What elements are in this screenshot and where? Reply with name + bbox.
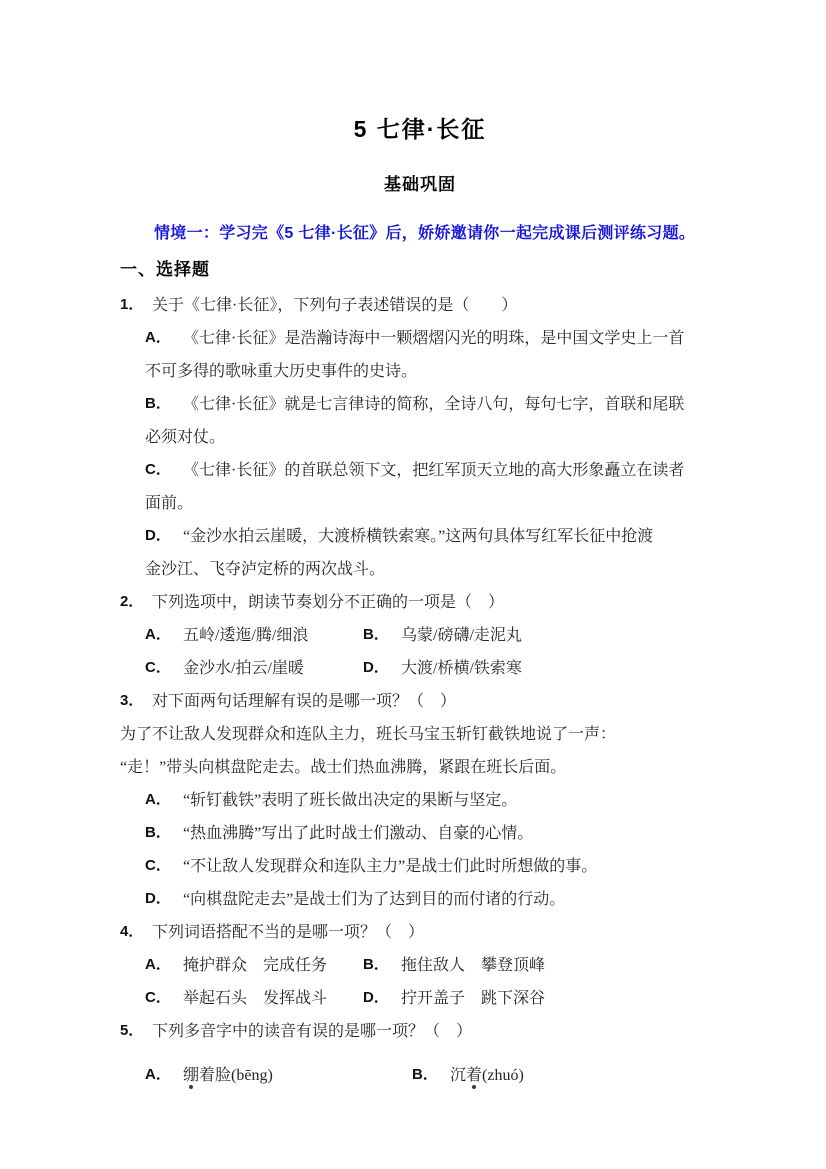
option xyxy=(363,650,720,683)
question-stem: 下列多音字中的读音有误的是哪一项？（ ） xyxy=(152,1023,473,1040)
option xyxy=(145,947,363,980)
question-4 xyxy=(120,914,720,1013)
emphasized-char: 着 xyxy=(466,1062,482,1085)
option xyxy=(145,617,363,650)
question-5 xyxy=(120,1013,720,1092)
option-text: 拧开盖子 跳下深谷 xyxy=(401,990,546,1007)
option-label: B． xyxy=(145,824,171,841)
part-heading-choice-questions: 一、选择题 xyxy=(120,260,210,279)
option-first-line xyxy=(145,815,720,848)
question-number: 3． xyxy=(120,692,144,709)
scenario-banner: 情境一：学习完《5 七律·长征》后，娇娇邀请你一起完成课后测评练习题。 xyxy=(154,225,696,242)
question-stem-row xyxy=(120,287,720,320)
lesson-title: 5 七律·长征 xyxy=(353,116,487,142)
question-2 xyxy=(120,584,720,683)
option-text: 《七律·长征》是浩瀚诗海中一颗熠熠闪光的明珠，是中国文学史上一首 xyxy=(183,330,685,347)
option-continuation-line xyxy=(145,419,720,452)
option-label: A． xyxy=(145,1065,171,1083)
option-first-line xyxy=(145,386,720,419)
option-text: 举起石头 发挥战斗 xyxy=(183,990,328,1007)
question-stem: 下列选项中，朗读节奏划分不正确的一项是（ ） xyxy=(152,594,505,611)
option-text-post: (zhuó) xyxy=(482,1066,524,1084)
option-text-pre: 沉 xyxy=(450,1066,467,1084)
option xyxy=(145,1054,412,1092)
question-stem: 下列词语搭配不当的是哪一项？（ ） xyxy=(152,924,425,941)
option-label: B． xyxy=(145,395,171,412)
option xyxy=(120,386,720,452)
options-grid xyxy=(120,1054,720,1092)
option-continuation-line xyxy=(145,485,720,518)
option-label: D． xyxy=(363,659,389,676)
option xyxy=(120,848,720,881)
option xyxy=(363,947,720,980)
option-label: B． xyxy=(412,1065,438,1083)
question-stem-row xyxy=(120,1013,720,1046)
option-text: 《七律·长征》的首联总领下文，把红军顶天立地的高大形象矗立在读者 xyxy=(183,462,685,479)
option xyxy=(120,782,720,815)
passage-line: 为了不让敌人发现群众和连队主力，班长马宝玉斩钉截铁地说了一声： xyxy=(120,726,617,743)
question-number: 4． xyxy=(120,923,144,940)
option-text: 拖住敌人 攀登顶峰 xyxy=(401,957,546,974)
option xyxy=(412,1054,720,1092)
passage-line: “走！”带头向棋盘陀走去。战士们热血沸腾，紧跟在班长后面。 xyxy=(120,759,567,776)
question-3 xyxy=(120,683,720,914)
option-text: 金沙江、飞夺泸定桥的两次战斗。 xyxy=(145,561,386,578)
option-label: A． xyxy=(145,956,171,973)
option xyxy=(145,980,363,1013)
question-number: 5． xyxy=(120,1022,144,1039)
option-label: D． xyxy=(363,989,389,1006)
option xyxy=(120,815,720,848)
option-text: “金沙水拍云崖暖，大渡桥横铁索寒。”这两句具体写红军长征中抢渡 xyxy=(183,528,654,545)
option-label: A． xyxy=(145,626,171,643)
option xyxy=(120,881,720,914)
question-number: 1． xyxy=(120,296,144,313)
option-label: A． xyxy=(145,791,171,808)
option-label: C． xyxy=(145,857,171,874)
option-text: 大渡/桥横/铁索寒 xyxy=(401,660,522,677)
questions-list xyxy=(120,287,720,1092)
question-number: 2． xyxy=(120,593,144,610)
options-grid xyxy=(120,947,720,1013)
option-first-line xyxy=(145,848,720,881)
emphasized-char: 绷 xyxy=(183,1062,199,1085)
option-text: 乌蒙/磅礴/走泥丸 xyxy=(401,627,522,644)
option-text: 掩护群众 完成任务 xyxy=(183,957,328,974)
options-grid xyxy=(120,617,720,683)
question-stem: 关于《七律·长征》，下列句子表述错误的是（ ） xyxy=(152,297,518,314)
option-text: “向棋盘陀走去”是战士们为了达到目的而付诸的行动。 xyxy=(183,891,566,908)
option-first-line xyxy=(145,518,720,551)
option xyxy=(120,452,720,518)
option-label: C． xyxy=(145,659,171,676)
option-label: D． xyxy=(145,890,171,907)
option-label: B． xyxy=(363,956,389,973)
option-label: C． xyxy=(145,989,171,1006)
option-text-post: 着脸(bēng) xyxy=(199,1066,273,1084)
option-text: 必须对仗。 xyxy=(145,429,226,446)
question-stem-row xyxy=(120,914,720,947)
option xyxy=(120,518,720,584)
option-label: C． xyxy=(145,461,171,478)
option-first-line xyxy=(145,452,720,485)
option-label: B． xyxy=(363,626,389,643)
option-text: “不让敌人发现群众和连队主力”是战士们此时所想做的事。 xyxy=(183,858,598,875)
question-stem-row xyxy=(120,584,720,617)
option-first-line xyxy=(145,881,720,914)
question-stem: 对下面两句话理解有误的是哪一项？（ ） xyxy=(152,693,457,710)
option xyxy=(145,650,363,683)
option xyxy=(363,980,720,1013)
option-text xyxy=(183,1062,273,1085)
question-stem-row xyxy=(120,683,720,716)
option xyxy=(363,617,720,650)
option-text: 不可多得的歌咏重大历史事件的史诗。 xyxy=(145,363,418,380)
option-text: “热血沸腾”写出了此时战士们激动、自豪的心情。 xyxy=(183,825,534,842)
option-first-line xyxy=(145,320,720,353)
option-label: D． xyxy=(145,527,171,544)
option xyxy=(120,320,720,386)
option-label: A． xyxy=(145,329,171,346)
option-text xyxy=(450,1062,524,1085)
option-text: 《七律·长征》就是七言律诗的简称，全诗八句，每句七字，首联和尾联 xyxy=(183,396,685,413)
option-text: “斩钉截铁”表明了班长做出决定的果断与坚定。 xyxy=(183,792,518,809)
question-1 xyxy=(120,287,720,584)
option-text: 五岭/逶迤/腾/细浪 xyxy=(183,627,309,644)
section-heading: 基础巩固 xyxy=(384,175,456,194)
option-text: 面前。 xyxy=(145,495,194,512)
option-continuation-line xyxy=(145,353,720,386)
option-continuation-line xyxy=(145,551,720,584)
option-text: 金沙水/拍云/崖暖 xyxy=(183,660,304,677)
option-first-line xyxy=(145,782,720,815)
